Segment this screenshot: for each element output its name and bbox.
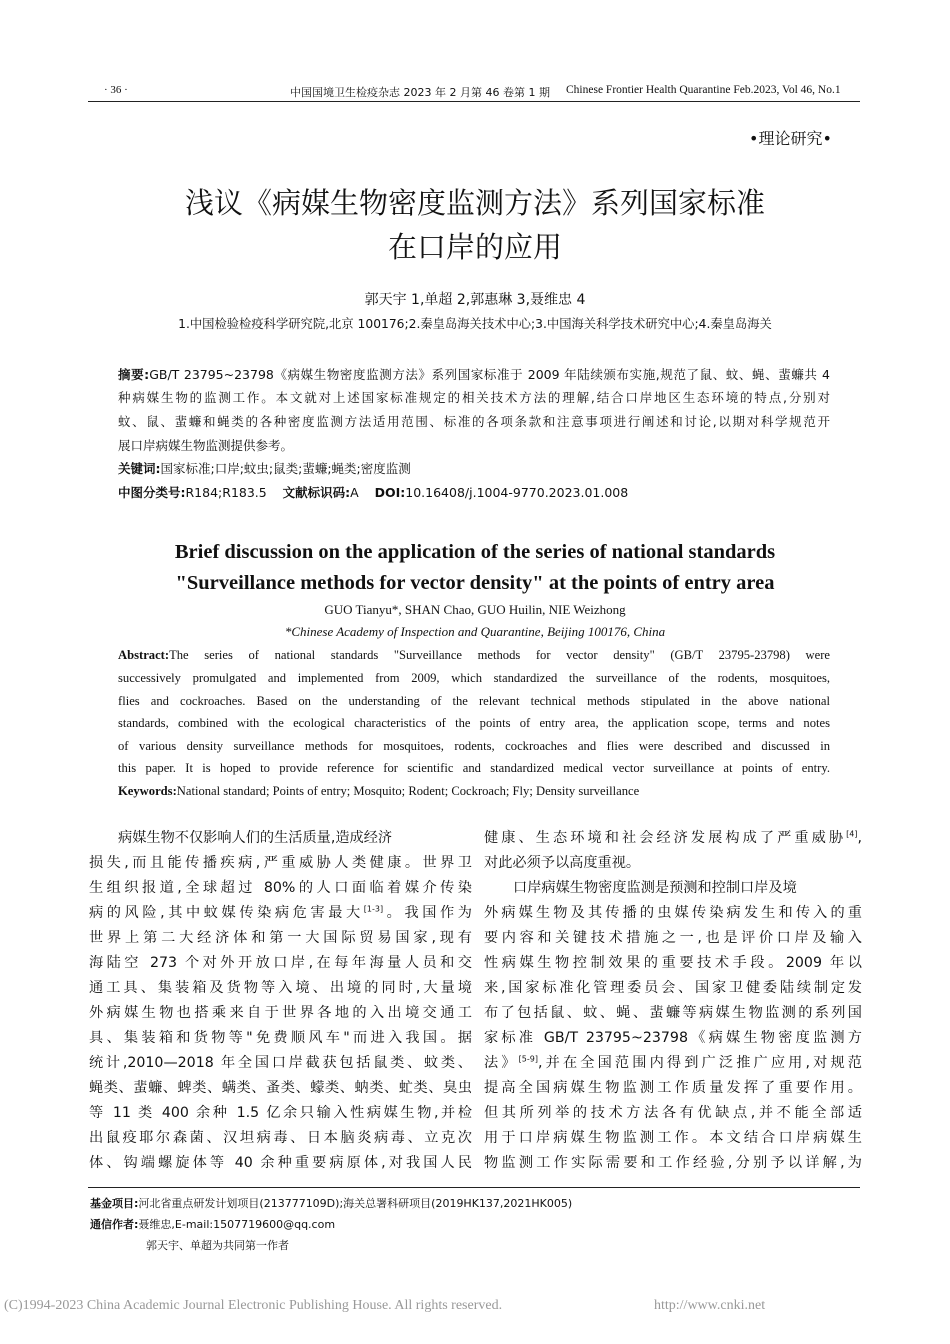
abstract-en-line: of various density surveillance methods for mosquitoes, rodents, cockroaches and flies were described and discussed in <box>118 739 830 753</box>
body-left-line: 生组织报道,全球超过 80%的人口面临着媒介传染 <box>89 880 472 896</box>
abstract-en-line: standards, combined with the ecological characteristics of the points of entry area, the application scope, terms and notes <box>118 716 830 730</box>
body-right-line: 物监测工作实际需要和工作经验,分别予以详解,为 <box>484 1155 862 1171</box>
abstract-cn-label: 摘要: <box>118 367 150 382</box>
abstract-cn-line: 种病媒生物的监测工作。本文就对上述国家标准规定的相关技术方法的理解,结合口岸地区生态环境的特点,分别对 <box>118 390 830 405</box>
body-left-line: 统计,2010—2018 年全国口岸截获包括鼠类、蚊类、 <box>89 1055 472 1071</box>
body-left-line: 病媒生物不仅影响人们的生活质量,造成经济 <box>118 830 393 846</box>
body-right-line: 布了包括鼠、蚊、蝇、蜚蠊等病媒生物监测的系列国 <box>484 1005 862 1021</box>
english-title-line-1: Brief discussion on the application of the series of national standards <box>174 541 776 563</box>
abstract-cn-line: 摘要:GB/T 23795~23798《病媒生物密度监测方法》系列国家标准于 2009 年陆续颁布实施,规范了鼠、蚊、蝇、蜚蠊共 4 <box>118 367 830 382</box>
body-right-line: 健康、生态环境和社会经济发展构成了严重威胁[4], <box>484 829 862 846</box>
affiliation-en: *Chinese Academy of Inspection and Quarantine, Beijing 100176, China <box>284 624 666 639</box>
fund-note: 基金项目:河北省重点研发计划项目(213777109D);海关总署科研项目(2019HK137,2021HK005) <box>90 1197 573 1210</box>
abstract-en-line: Abstract:The series of national standards "Surveillance methods for vector density" (GB/T 23795-23798) were <box>118 648 830 662</box>
body-left-line: 病的风险,其中蚊媒传染病危害最大[1-3]。我国作为 <box>89 904 472 921</box>
body-left-line: 等 11 类 400 余种 1.5 亿余只输入性病媒生物,并检 <box>89 1105 472 1121</box>
body-left-line: 损失,而且能传播疾病,严重威胁人类健康。世界卫 <box>89 855 472 871</box>
journal-name-en: Chinese Frontier Health Quarantine Feb.2023, Vol 46, No.1 <box>566 84 841 96</box>
body-left-line: 世界上第二大经济体和第一大国际贸易国家,现有 <box>89 930 472 946</box>
body-right-line: 但其所列举的技术方法各有优缺点,并不能全部适 <box>484 1105 862 1121</box>
body-left-line: 蝇类、蜚蠊、蜱类、螨类、蚤类、蠓类、蚋类、虻类、臭虫 <box>89 1080 472 1096</box>
cnki-link[interactable]: http://www.cnki.net <box>654 1298 766 1313</box>
keywords-en: Keywords:National standard; Points of entry; Mosquito; Rodent; Cockroach; Fly; Density surveillance <box>118 784 640 798</box>
body-right-line: 性病媒生物控制效果的重要技术手段。2009 年以 <box>484 955 862 971</box>
body-right-line: 要内容和关键技术措施之一,也是评价口岸及输入 <box>484 930 862 946</box>
body-left-line: 体、钩端螺旋体等 40 余种重要病原体,对我国人民 <box>89 1155 472 1171</box>
header-rule <box>88 101 860 102</box>
copyright-watermark: (C)1994-2023 China Academic Journal Electronic Publishing House. All rights reserved. <box>4 1298 503 1313</box>
corresponding-author-note: 通信作者:聂维忠,E-mail:1507719600@qq.com <box>90 1218 336 1231</box>
body-left-line: 出鼠疫耶尔森菌、汉坦病毒、日本脑炎病毒、立克次 <box>89 1130 472 1146</box>
classification-line: 中图分类号:R184;R183.5 文献标识码:A DOI:10.16408/j.1004-9770.2023.01.008 <box>118 485 629 500</box>
title-line-1: 浅议《病媒生物密度监测方法》系列国家标准 <box>184 186 765 220</box>
english-title-line-2: "Surveillance methods for vector density" at the points of entry area <box>175 572 775 594</box>
body-left-line: 通工具、集装箱及货物等入境、出境的同时,大量境 <box>89 980 472 996</box>
authors-cn: 郭天宇 1,单超 2,郭惠琳 3,聂维忠 4 <box>364 292 586 308</box>
body-left-line: 具、集装箱和货物等"免费顺风车"而进入我国。据 <box>89 1030 472 1046</box>
body-right-line: 来,国家标准化管理委员会、国家卫健委陆续制定发 <box>484 980 862 996</box>
journal-name-cn: 中国国境卫生检疫杂志 2023 年 2 月第 46 卷第 1 期 <box>290 86 550 99</box>
authors-en: GUO Tianyu*, SHAN Chao, GUO Huilin, NIE Weizhong <box>324 602 626 617</box>
abstract-cn-line: 展口岸病媒生物监测提供参考。 <box>118 438 294 453</box>
body-right-line: 口岸病媒生物密度监测是预测和控制口岸及境 <box>513 880 797 896</box>
keywords-cn: 关键词:国家标准;口岸;蚊虫;鼠类;蜚蠊;蝇类;密度监测 <box>118 461 411 476</box>
body-right-line: 法》[5-9],并在全国范围内得到广泛推广应用,对规范 <box>484 1054 862 1071</box>
footnote-rule <box>88 1187 860 1188</box>
body-right-line: 提高全国病媒生物监测工作质量发挥了重要作用。 <box>484 1080 862 1096</box>
abstract-en-line: this paper. It is hoped to provide reference for scientific and standardized medical vector surveillance at points of entry. <box>118 761 830 775</box>
body-right-line: 外病媒生物及其传播的虫媒传染病发生和传入的重 <box>484 905 862 921</box>
body-left-line: 外病媒生物也搭乘来自于世界各地的入出境交通工 <box>89 1005 472 1021</box>
body-left-line: 海陆空 273 个对外开放口岸,在每年海量人员和交 <box>89 955 472 971</box>
abstract-en-line: flies and cockroaches. Based on the understanding of the relevant technical methods stipulated in the above national <box>118 694 830 708</box>
abstract-en-line: successively promulgated and implemented from 2009, which standardized the surveillance of the rodents, mosquitoes, <box>118 671 830 685</box>
co-first-author-note: 郭天宇、单超为共同第一作者 <box>146 1239 289 1252</box>
body-right-line: 对此必须予以高度重视。 <box>484 855 641 871</box>
column-label: •理论研究• <box>749 129 832 148</box>
affiliations-cn: 1.中国检验检疫科学研究院,北京 100176;2.秦皇岛海关技术中心;3.中国海关科学技术研究中心;4.秦皇岛海关 <box>178 317 772 331</box>
body-right-line: 用于口岸病媒生物监测工作。本文结合口岸病媒生 <box>484 1130 862 1146</box>
page-number: · 36 · <box>104 84 128 96</box>
title-line-2: 在口岸的应用 <box>387 230 562 264</box>
abstract-cn-line: 蚊、鼠、蜚蠊和蝇类的各种密度监测方法适用范围、标准的各项条款和注意事项进行阐述和讨论,以期对科学规范开 <box>118 414 830 429</box>
body-right-line: 家标准 GB/T 23795~23798《病媒生物密度监测方 <box>484 1030 862 1046</box>
